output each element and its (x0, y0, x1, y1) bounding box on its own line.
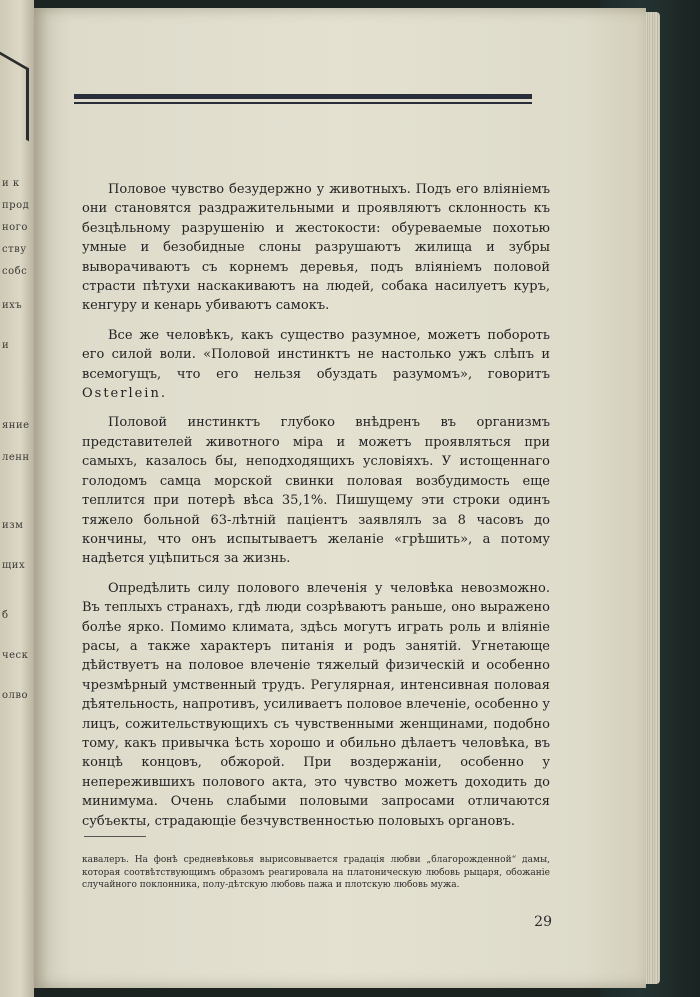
facing-page-fragment: б (2, 610, 9, 621)
paragraph (82, 326, 550, 404)
page-number: 29 (534, 914, 552, 930)
facing-page-fragment: ихъ (2, 300, 23, 311)
facing-page-fragment: ству (2, 244, 27, 255)
body-text (82, 180, 550, 841)
footnote: кавалеръ. На фонѣ средневѣковья вырисовывается градація любви „благорожденной“ дамы, которая соотвѣтствующимъ образомъ реагировала на платоническую любовь рыцаря, обожаніе случайного поклонника, полу-дѣтскую любовь пажа и плотскую любовь мужа. (82, 855, 550, 890)
facing-page-fragment: прод (2, 200, 30, 211)
facing-page-fragment: ного (2, 222, 28, 233)
facing-page (0, 0, 34, 997)
facing-page-fragment: олво (2, 690, 29, 701)
footnote-rule (84, 836, 146, 837)
facing-page-fragment: ленн (2, 452, 30, 463)
facing-page-fragment: и к (2, 178, 20, 189)
facing-page-fragment: яние (2, 420, 30, 431)
facing-page-fragment: щих (2, 560, 26, 571)
facing-page-fragment: собс (2, 266, 28, 277)
header-rule-thin (74, 102, 532, 104)
header-rule-thick (74, 94, 532, 99)
author-name: Osterlein. (82, 386, 167, 402)
paragraph-text: Все же человѣкъ, какъ существо разумное, можетъ побороть его силой воли. «Половой инстинктъ не настолько ужъ слѣпъ и всемогущъ, что его нельзя обуздать разумомъ», говоритъ (82, 327, 550, 382)
paragraph: Половой инстинктъ глубоко внѣдренъ въ организмъ представителей животного міра и можетъ проявляться при самыхъ, казалось бы, неподходящихъ условіяхъ. У истощеннаго голодомъ самца морской свинки половая возбудимость еще теплится при потерѣ вѣса 35,1%. Пишущему эти строки одинъ тяжело больной 63-лѣтній паціентъ заявлялъ за 8 часовъ до кончины, что онъ испытываетъ желаніе «грѣшить», а потому надѣется уцѣпиться за жизнь. (82, 415, 550, 567)
paragraph: Половое чувство безудержно у животныхъ. Подъ его вліяніемъ они становятся раздражительными и проявляютъ склонность къ безцѣльному разрушенію и жестокости: обуреваемые похотью умные и безобидные слоны разрушаютъ жилища и зубры выворачиваютъ съ корнемъ деревья, подъ вліяніемъ половой страсти пѣтухи наскакиваютъ на людей, собака насилуетъ куръ, кенгуру и кенарь убиваютъ самокъ. (82, 182, 550, 314)
facing-page-fragment: изм (2, 520, 24, 531)
book-page (34, 8, 646, 988)
facing-page-fragment: ческ (2, 650, 29, 661)
facing-page-rule (0, 52, 29, 142)
facing-page-fragment: и (2, 340, 10, 351)
paragraph: Опредѣлить силу полового влеченія у человѣка невозможно. Въ теплыхъ странахъ, гдѣ люди созрѣваютъ раньше, оно выражено болѣе ярко. Помимо климата, здѣсь могутъ играть роль и вліяніе расы, а также характеръ питанія и родъ занятій. Угнетающе дѣйствуетъ на половое влеченіе тяжелый физическій и особенно чрезмѣрный умственный трудъ. Регулярная, интенсивная половая дѣятельность, напротивъ, усиливаетъ половое влеченіе, особенно у лицъ, сожительствующихъ съ чувственными женщинами, подобно тому, какъ привычка ѣсть хорошо и обильно дѣлаетъ человѣка, въ концѣ концовъ, обжорой. При воздержаніи, особенно у непережившихъ полового акта, это чувство можетъ доходить до минимума. Очень слабыми половыми запросами отличаются субъекты, страдающіе безчувственностью половыхъ органовъ. (82, 580, 550, 829)
